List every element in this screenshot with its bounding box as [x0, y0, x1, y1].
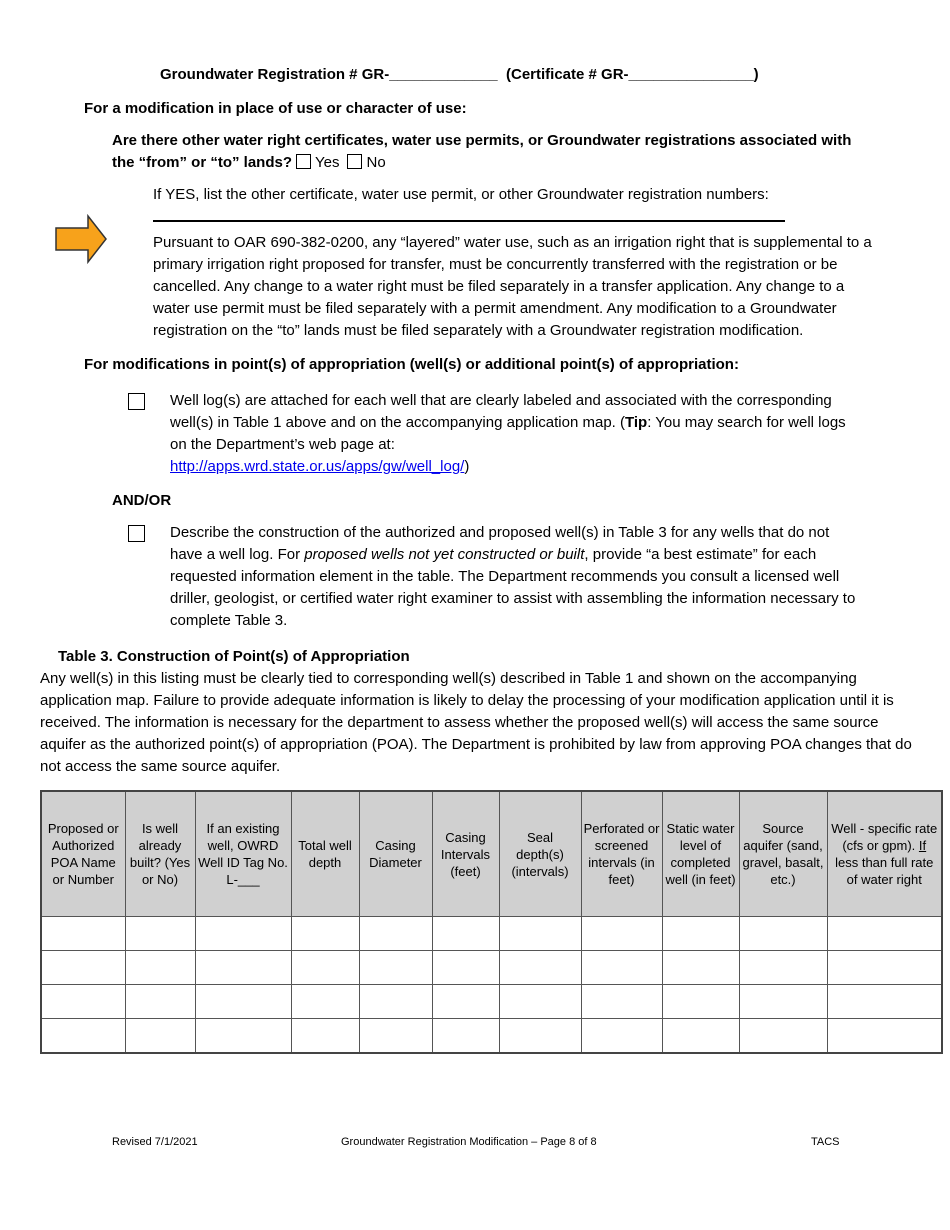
table-cell-input[interactable] — [739, 985, 827, 1019]
column-header: If an existing well, OWRD Well ID Tag No. L-___ — [195, 791, 291, 917]
table-cell-input[interactable] — [827, 917, 942, 951]
column-header: Source aquifer (sand, gravel, basalt, etc.) — [739, 791, 827, 917]
column-header: Casing Intervals (feet) — [432, 791, 499, 917]
table-cell-input[interactable] — [827, 1019, 942, 1054]
table-cell-input[interactable] — [125, 917, 195, 951]
table-cell-input[interactable] — [359, 951, 432, 985]
table-cell-input[interactable] — [827, 951, 942, 985]
table-cell-input[interactable] — [125, 985, 195, 1019]
column-header: Is well already built? (Yes or No) — [125, 791, 195, 917]
table-cell-input[interactable] — [662, 1019, 739, 1054]
table-cell-input[interactable] — [195, 985, 291, 1019]
footer-page: Groundwater Registration Modification – Page 8 of 8 — [341, 1136, 597, 1148]
table3-title: Table 3. Construction of Point(s) of Appropriation — [58, 648, 410, 665]
section-title-place-of-use: For a modification in place of use or character of use: — [84, 100, 467, 117]
table-cell-input[interactable] — [195, 1019, 291, 1054]
certificate-number-field[interactable]: _______________ — [628, 66, 754, 83]
registration-number-field[interactable]: _____________ — [389, 66, 498, 83]
arrow-icon — [54, 214, 108, 264]
table-cell-input[interactable] — [125, 1019, 195, 1054]
table-cell-input[interactable] — [499, 1019, 581, 1054]
table-cell-input[interactable] — [739, 951, 827, 985]
table-row — [41, 917, 942, 951]
table-row — [41, 1019, 942, 1054]
table-cell-input[interactable] — [291, 985, 359, 1019]
footer — [0, 1136, 950, 1156]
yes-checkbox[interactable] — [296, 154, 311, 169]
other-rights-question: Are there other water right certificates, water use permits, or Groundwater registrations associated with the “from” or “to” lands? Yes No — [112, 132, 852, 171]
table-cell-input[interactable] — [581, 917, 662, 951]
table-cell-input[interactable] — [41, 1019, 125, 1054]
table-cell-input[interactable] — [359, 1019, 432, 1054]
section-title-point-of-appropriation: For modifications in point(s) of appropriation (well(s) or additional point(s) of appropriation: — [84, 356, 739, 373]
column-header: Seal depth(s) (intervals) — [499, 791, 581, 917]
table-cell-input[interactable] — [291, 917, 359, 951]
column-header: Casing Diameter — [359, 791, 432, 917]
table-cell-input[interactable] — [195, 917, 291, 951]
table-cell-input[interactable] — [499, 985, 581, 1019]
no-checkbox[interactable] — [347, 154, 362, 169]
footer-tacs: TACS — [811, 1136, 840, 1148]
table-cell-input[interactable] — [827, 985, 942, 1019]
table-cell-input[interactable] — [291, 1019, 359, 1054]
column-header: Well - specific rate (cfs or gpm). If less than full rate of water right — [827, 791, 942, 917]
table-row — [41, 951, 942, 985]
table3-description: Any well(s) in this listing must be clearly tied to corresponding well(s) described in Table 1 and shown on the accompanying application map. Failure to provide adequate information is likely to delay the processing of your modification application until it is received. The information is necessary for the department to assess whether the proposed well(s) will access the same source aquifer as the authorized point(s) of appropriation (POA). The Department is prohibited by law from approving POA changes that do not access the same source aquifer. — [40, 670, 912, 775]
table-cell-input[interactable] — [662, 985, 739, 1019]
table-row — [41, 985, 942, 1019]
table-cell-input[interactable] — [432, 917, 499, 951]
column-header: Total well depth — [291, 791, 359, 917]
describe-construction-text: Describe the construction of the authorized and proposed well(s) in Table 3 for any wells that do not have a well log. For proposed wells not yet constructed or built, provide “a best estimate” for each requested information element in the table. The Department recommends you consult a licensed well driller, geologist, or certified water right examiner to assist with assembling the information necessary to complete Table 3. — [170, 524, 856, 629]
table-cell-input[interactable] — [195, 951, 291, 985]
table-cell-input[interactable] — [41, 917, 125, 951]
table-cell-input[interactable] — [499, 951, 581, 985]
well-log-checkbox[interactable] — [128, 393, 145, 410]
table-cell-input[interactable] — [291, 951, 359, 985]
table-cell-input[interactable] — [41, 951, 125, 985]
describe-construction-checkbox[interactable] — [128, 525, 145, 542]
table-cell-input[interactable] — [739, 1019, 827, 1054]
layered-use-notice: Pursuant to OAR 690-382-0200, any “layered” water use, such as an irrigation right that is supplemental to a primary irrigation right proposed for transfer, must be concurrently transferred with the registration or be cancelled. Any change to a water right must be filed separately in a transfer application. Any change to a water use permit must be filed separately with a permit amendment. Any modification to a Groundwater registration on the “to” lands must be filed separately with a Groundwater registration modification. — [153, 234, 872, 339]
column-header: Perforated or screened intervals (in feet) — [581, 791, 662, 917]
table-cell-input[interactable] — [581, 951, 662, 985]
and-or-label: AND/OR — [112, 492, 172, 509]
registration-header: Groundwater Registration # GR-_____________ (Certificate # GR-_______________) — [160, 66, 759, 83]
table-cell-input[interactable] — [125, 951, 195, 985]
describe-construction-item — [128, 522, 860, 632]
well-log-link[interactable]: http://apps.wrd.state.or.us/apps/gw/well_log/ — [170, 458, 465, 475]
table-cell-input[interactable] — [41, 985, 125, 1019]
footer-revised: Revised 7/1/2021 — [112, 1136, 198, 1148]
table-cell-input[interactable] — [662, 951, 739, 985]
column-header: Proposed or Authorized POA Name or Number — [41, 791, 125, 917]
well-log-item — [128, 390, 860, 478]
table-cell-input[interactable] — [581, 1019, 662, 1054]
table-cell-input[interactable] — [432, 951, 499, 985]
well-log-text: Well log(s) are attached for each well that are clearly labeled and associated with the corresponding well(s) in Table 1 above and on the accompanying application map. (Tip: You may search for well logs on the Department’s web page at: http://apps.wrd.state.or.us/apps/gw/well_log/) — [170, 392, 846, 475]
table-cell-input[interactable] — [662, 917, 739, 951]
table-cell-input[interactable] — [432, 985, 499, 1019]
column-header: Static water level of completed well (in feet) — [662, 791, 739, 917]
table-cell-input[interactable] — [581, 985, 662, 1019]
construction-table — [40, 790, 943, 1054]
table-cell-input[interactable] — [739, 917, 827, 951]
table-cell-input[interactable] — [432, 1019, 499, 1054]
table-cell-input[interactable] — [359, 985, 432, 1019]
table-cell-input[interactable] — [499, 917, 581, 951]
other-numbers-input-line[interactable] — [153, 220, 785, 222]
if-yes-instruction: If YES, list the other certificate, water use permit, or other Groundwater registration numbers: — [153, 186, 769, 203]
table-cell-input[interactable] — [359, 917, 432, 951]
